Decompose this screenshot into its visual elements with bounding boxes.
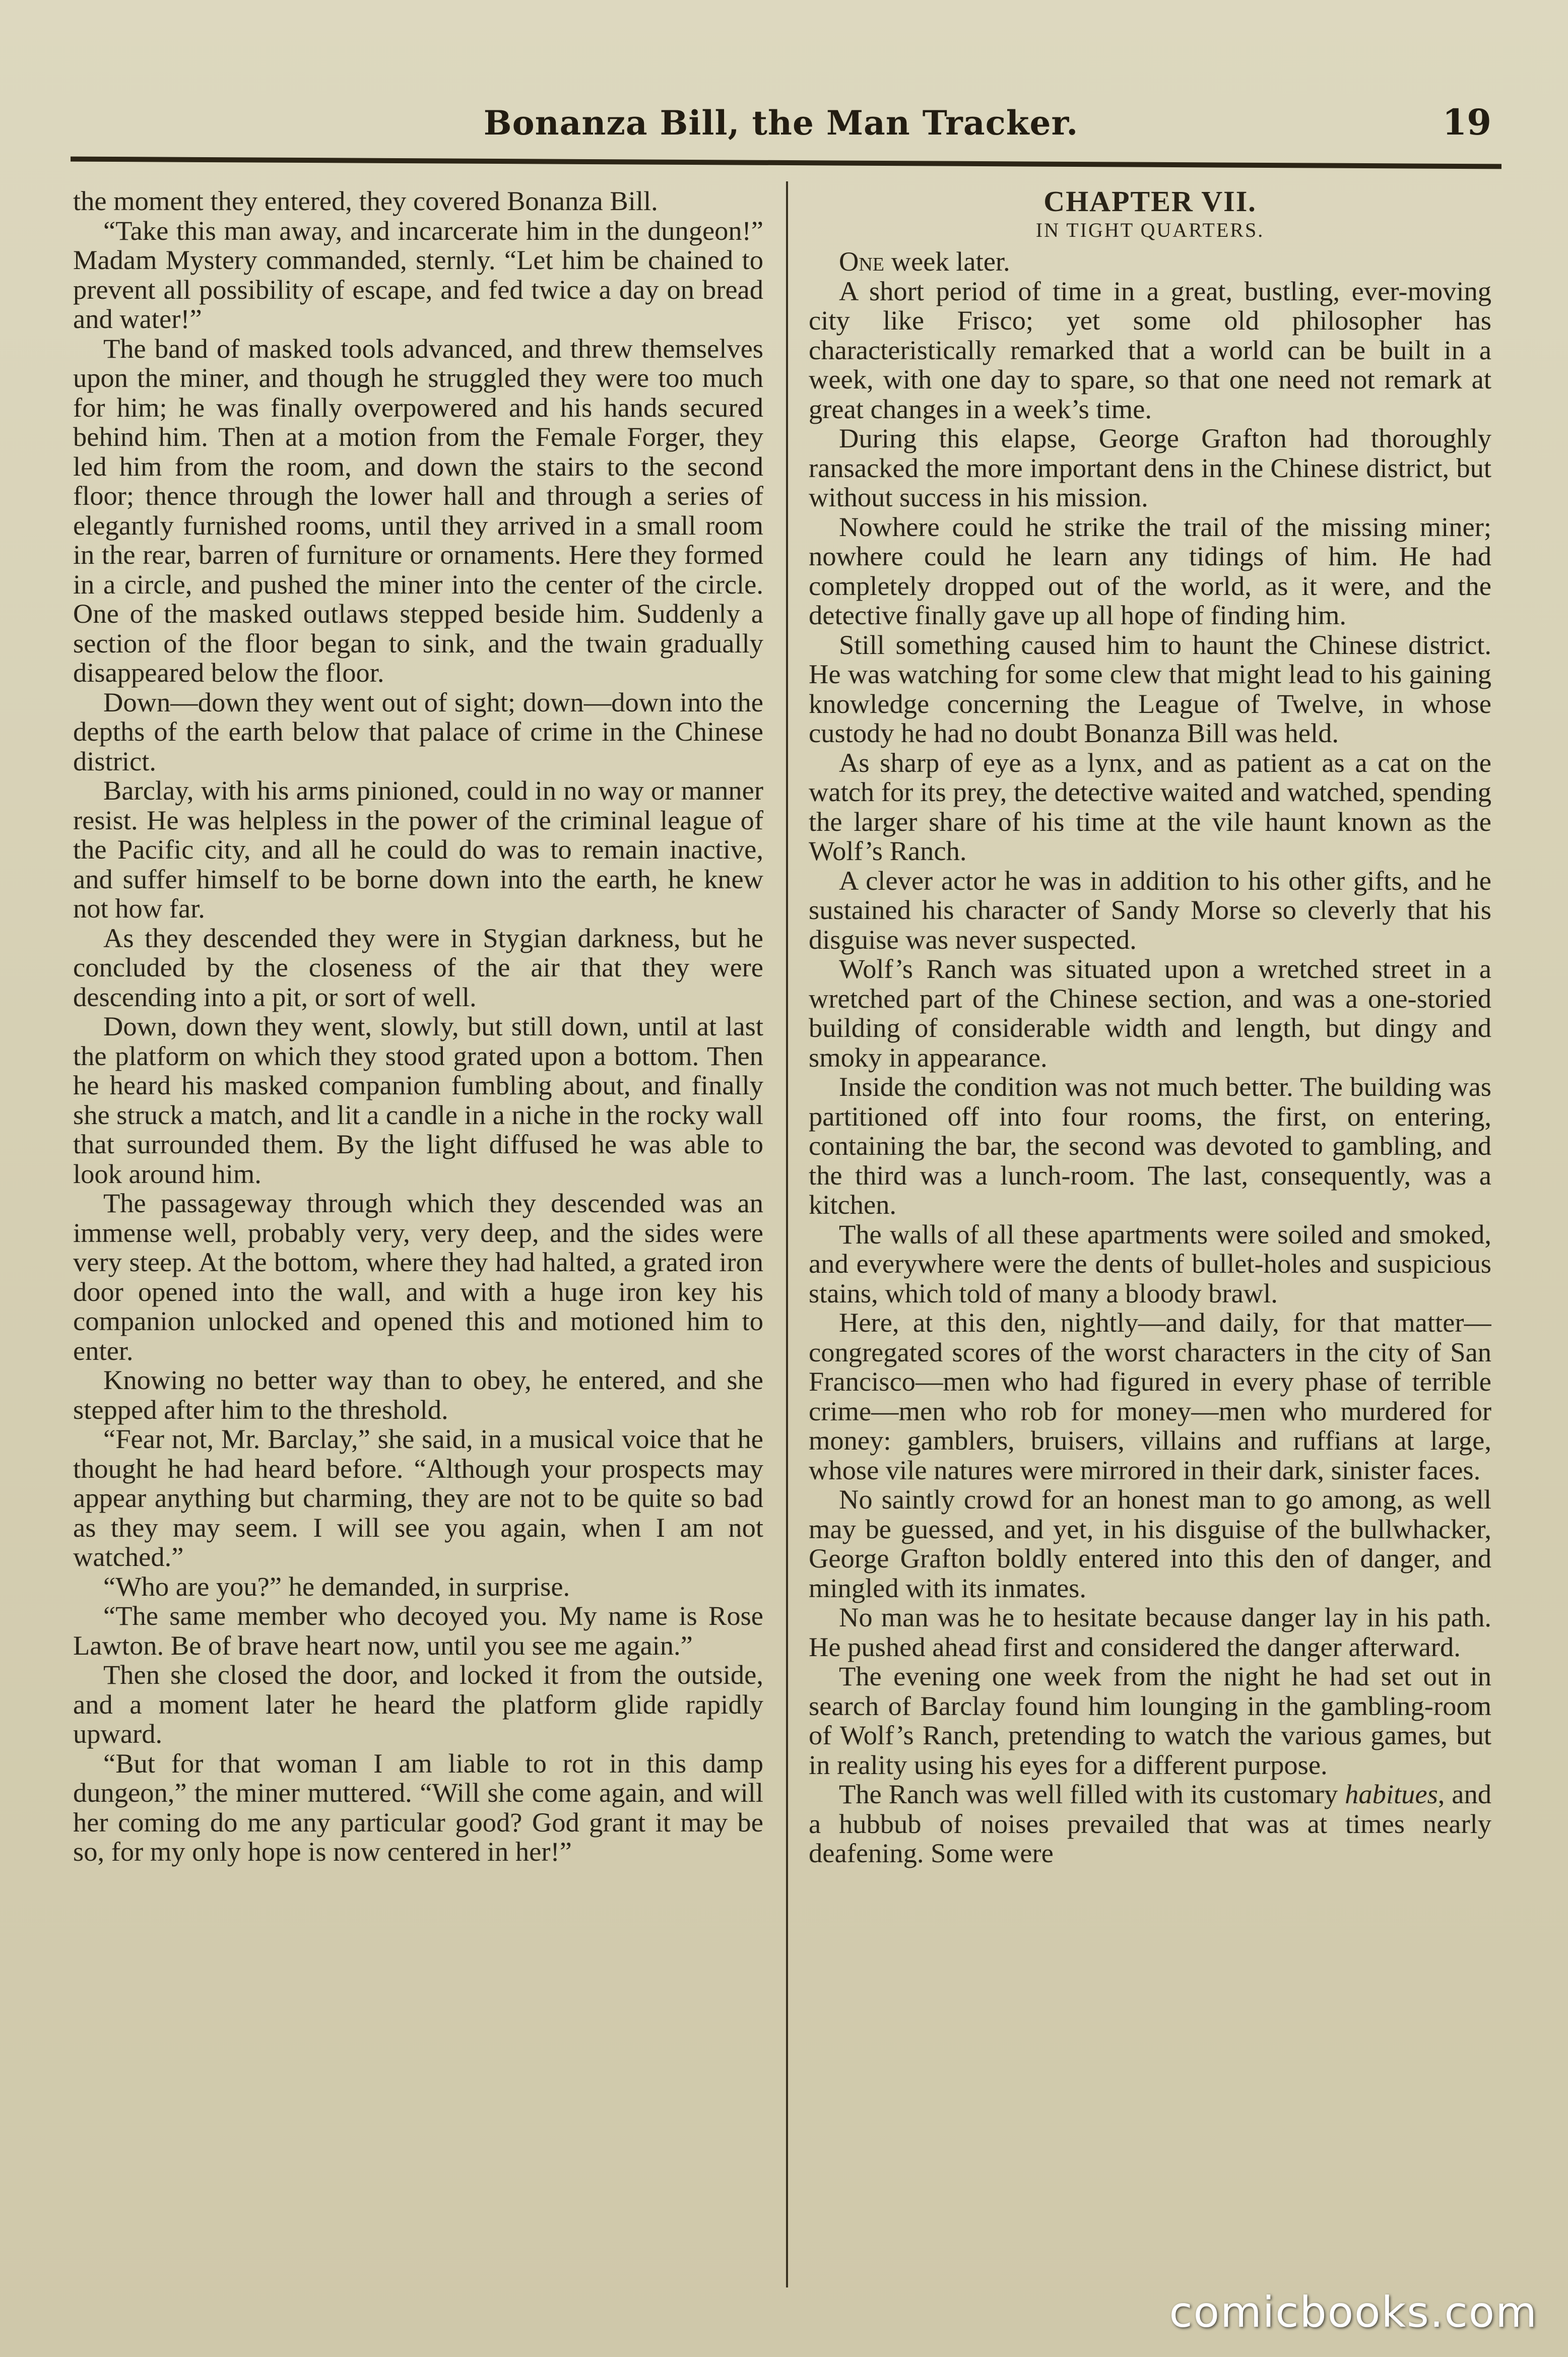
paragraph: Knowing no better way than to obey, he entered, and she stepped after him to the threshold. — [73, 1364, 763, 1425]
paragraph: “Fear not, Mr. Barclay,” she said, in a musical voice that he thought he had heard before. “Although your prospects may appear anything but charming, they are not to be quite so bad as they may seem. I will see you again, when I am not watched.” — [73, 1423, 763, 1572]
paragraph: Down—down they went out of sight; down—down into the depths of the earth below that palace of crime in the Chinese district. — [73, 686, 763, 776]
chapter-subtitle: IN TIGHT QUARTERS. — [1035, 219, 1265, 241]
paragraph: Still something caused him to haunt the Chinese district. He was watching for some clew that might lead to his gaining knowledge concerning the League of Twelve, in whose custody he had no doubt Bonanza Bill was held. — [809, 629, 1491, 748]
paragraph: The walls of all these apartments were soiled and smoked, and everywhere were the dents of bullet-holes and suspicious stains, which told of many a bloody brawl. — [809, 1218, 1491, 1308]
paragraph: As they descended they were in Stygian darkness, but he concluded by the closeness of the air that they were descending into a pit, or sort of well. — [73, 922, 763, 1012]
page-header — [71, 93, 1491, 154]
paragraph: The band of masked tools advanced, and threw themselves upon the miner, and though he struggled they were too much for him; he was finally overpowered and his hands secured behind him. Then at a motion from the Female Forger, they led him from the room, and down the stairs to the second floor; thence through the lower hall and through a series of elegantly furnished rooms, until they arrived in a small room in the rear, barren of furniture or ornaments. Here they formed in a circle, and pushed the miner into the center of the circle. One of the masked outlaws stepped beside him. Suddenly a section of the floor began to sink, and the twain gradually disappeared below the floor. — [73, 333, 763, 688]
paragraph: A short period of time in a great, bustling, ever-moving city like Frisco; yet some old philosopher has characteristically remarked that a world can be built in a week, with one day to spare, so that one need not remark at great changes in a week’s time. — [809, 275, 1491, 424]
page-number: 19 — [1442, 101, 1491, 143]
paragraph: No man was he to hesitate because danger lay in his path. He pushed ahead first and considered the danger afterward. — [809, 1602, 1491, 1662]
paragraph: Down, down they went, slowly, but still down, until at last the platform on which they stood grated upon a bottom. Then he heard his masked companion fumbling about, and finally she struck a match, and lit a candle in a niche in the rocky wall that surrounded them. By the light diffused he was able to look around him. — [73, 1011, 763, 1189]
opening-rest: week later. — [884, 246, 1010, 277]
paragraph: “Take this man away, and incarcerate him in the dungeon!” Madam Mystery commanded, sternly. “Let him be chained to prevent all possibility of escape, and fed twice a day on bread and water!” — [73, 215, 763, 334]
paragraph-last — [809, 1780, 1491, 1868]
watermark: comicbooks.com — [1169, 2287, 1538, 2337]
left-column — [73, 186, 763, 2277]
last-paragraph-end: , and a hubbub of noises prevailed that was at times nearly deafening. Some were — [809, 1779, 1491, 1868]
paragraph: “But for that woman I am liable to rot in this damp dungeon,” the miner muttered. “Will she come again, and will her coming do me any particular good? God grant it may be so, for my only hope is now centered in her!” — [73, 1747, 763, 1867]
chapter-opening — [809, 247, 1491, 277]
header-rule — [71, 157, 1501, 169]
paragraph: A clever actor he was in addition to his other gifts, and he sustained his character of Sandy Morse so cleverly that his disguise was never suspected. — [809, 865, 1491, 955]
paragraph: The passageway through which they descended was an immense well, probably very, very deep, and the sides were very steep. At the bottom, where they had halted, a grated iron door opened into the wall, and with a huge iron key his companion unlocked and opened this and motioned him to enter. — [73, 1188, 763, 1366]
paragraph: As sharp of eye as a lynx, and as patient as a cat on the watch for its prey, the detective waited and watched, spending the larger share of his time at the vile haunt known as the Wolf’s Ranch. — [809, 747, 1491, 866]
paragraph: During this elapse, George Grafton had thoroughly ransacked the more important dens in the Chinese district, but without success in his mission. — [809, 423, 1491, 512]
paragraph: The evening one week from the night he had set out in search of Barclay found him lounging in the gambling-room of Wolf’s Ranch, pretending to watch the various games, but in reality using his eyes for a different purpose. — [809, 1661, 1491, 1780]
opening-word: One — [839, 246, 885, 277]
paragraph: Wolf’s Ranch was situated upon a wretched street in a wretched part of the Chinese section, and was a one-storied building of considerable width and length, but dingy and smoky in appearance. — [809, 953, 1491, 1073]
running-title: Bonanza Bill, the Man Tracker. — [483, 103, 1079, 143]
paragraph: the moment they entered, they covered Bonanza Bill. — [73, 186, 658, 216]
paragraph: Here, at this den, nightly—and daily, for that matter—congregated scores of the worst characters in the city of San Francisco—men who had figured in every phase of terrible crime—men who rob for money—men who murdered for money: gamblers, bruisers, villains and ruffians at large, whose vile natures were mirrored in their dark, sinister faces. — [809, 1307, 1491, 1485]
column-divider — [786, 181, 788, 2287]
paragraph: Barclay, with his arms pinioned, could in no way or manner resist. He was helpless in the power of the criminal league of the Pacific city, and all he could do was to remain inactive, and suffer himself to be borne down into the earth, he knew not how far. — [73, 775, 763, 924]
paragraph: Then she closed the door, and locked it from the outside, and a moment later he heard the platform glide rapidly upward. — [73, 1659, 763, 1749]
last-paragraph-italic: habitues — [1345, 1779, 1438, 1809]
chapter-title: CHAPTER VII. — [1043, 186, 1257, 218]
right-column — [809, 186, 1491, 2277]
paragraph: “The same member who decoyed you. My name is Rose Lawton. Be of brave heart now, until you see me again.” — [73, 1600, 763, 1661]
paragraph: No saintly crowd for an honest man to go among, as well may be guessed, and yet, in his disguise of the bullwhacker, George Grafton boldly entered into this den of danger, and mingled with its inmates. — [809, 1484, 1491, 1603]
paragraph: Inside the condition was not much better. The building was partitioned off into four rooms, the first, on entering, containing the bar, the second was devoted to gambling, and the third was a lunch-room. The last, consequently, was a kitchen. — [809, 1071, 1491, 1220]
paragraph: Nowhere could he strike the trail of the missing miner; nowhere could he learn any tidings of him. He had completely dropped out of the world, as it were, and the detective finally gave up all hope of finding him. — [809, 511, 1491, 630]
last-paragraph-start: The Ranch was well filled with its customary — [839, 1779, 1345, 1809]
paragraph: “Who are you?” he demanded, in surprise. — [103, 1570, 570, 1602]
